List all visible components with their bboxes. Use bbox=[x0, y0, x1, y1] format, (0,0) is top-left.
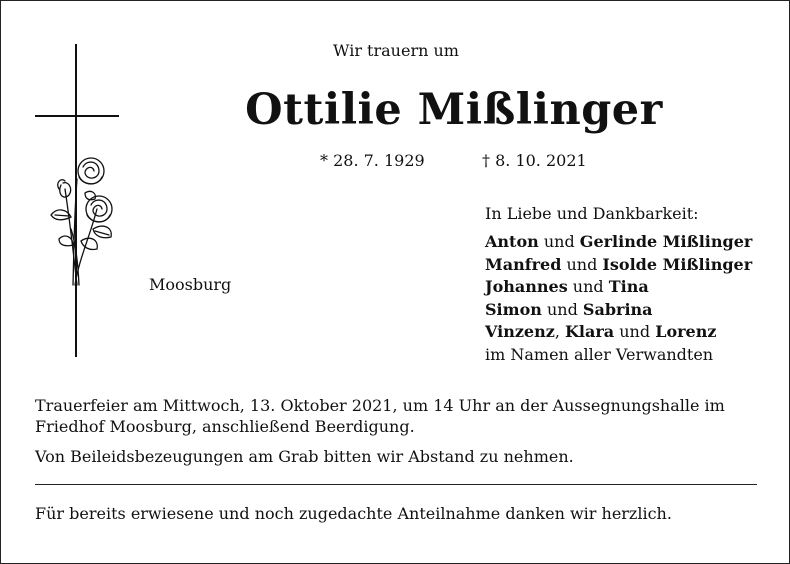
mourner-name: Johannes bbox=[485, 277, 568, 296]
mourner-line bbox=[485, 276, 752, 299]
death-date: † 8. 10. 2021 bbox=[482, 151, 587, 170]
mourner-line bbox=[485, 254, 752, 277]
mourner-name: Sabrina bbox=[582, 299, 653, 319]
deceased-name: Ottilie Mißlinger bbox=[245, 85, 663, 135]
condolence-request: Von Beileidsbezeugungen am Grab bitten wir Abstand zu nehmen. bbox=[35, 447, 574, 466]
closing-thanks: Für bereits erwiesene und noch zugedachte Anteilnahme danken wir herzlich. bbox=[35, 504, 672, 523]
mourners-intro: In Liebe und Dankbarkeit: bbox=[485, 204, 699, 223]
mourner-line bbox=[485, 321, 752, 344]
birth-date: * 28. 7. 1929 bbox=[320, 151, 425, 170]
mourner-line bbox=[485, 299, 752, 322]
mourner-connector: und bbox=[567, 277, 609, 296]
mourner-connector: und bbox=[614, 322, 656, 341]
mourner-connector: und bbox=[561, 254, 603, 274]
mourner-connector: und bbox=[541, 299, 583, 319]
funeral-details: Trauerfeier am Mittwoch, 13. Oktober 2021, um 14 Uhr an der Aussegnungshalle im Friedhof Moosburg, anschließend Beerdigung. bbox=[35, 396, 725, 436]
mourner-connector: und bbox=[538, 232, 580, 251]
mourner-line bbox=[485, 231, 752, 254]
place-name: Moosburg bbox=[149, 275, 232, 294]
roses-icon bbox=[47, 149, 119, 289]
mourner-name: Tina bbox=[608, 277, 649, 296]
mourner-name: Klara bbox=[565, 322, 615, 341]
divider bbox=[35, 484, 757, 485]
mourner-name: Manfred bbox=[485, 254, 562, 274]
mourner-line bbox=[485, 344, 752, 367]
mourner-connector: im Namen aller Verwandten bbox=[485, 344, 714, 364]
mourner-name: Lorenz bbox=[655, 322, 717, 341]
mourner-name: Simon bbox=[485, 299, 542, 319]
mourner-name: Vinzenz bbox=[485, 322, 555, 341]
funeral-notice bbox=[35, 395, 765, 467]
mourner-name: Isolde Mißlinger bbox=[602, 254, 753, 274]
mourner-name: Anton bbox=[485, 232, 539, 251]
mourner-name: Gerlinde Mißlinger bbox=[579, 232, 753, 251]
mourners-list bbox=[485, 231, 752, 366]
intro-text: Wir trauern um bbox=[333, 41, 459, 60]
mourner-connector: , bbox=[554, 322, 565, 341]
